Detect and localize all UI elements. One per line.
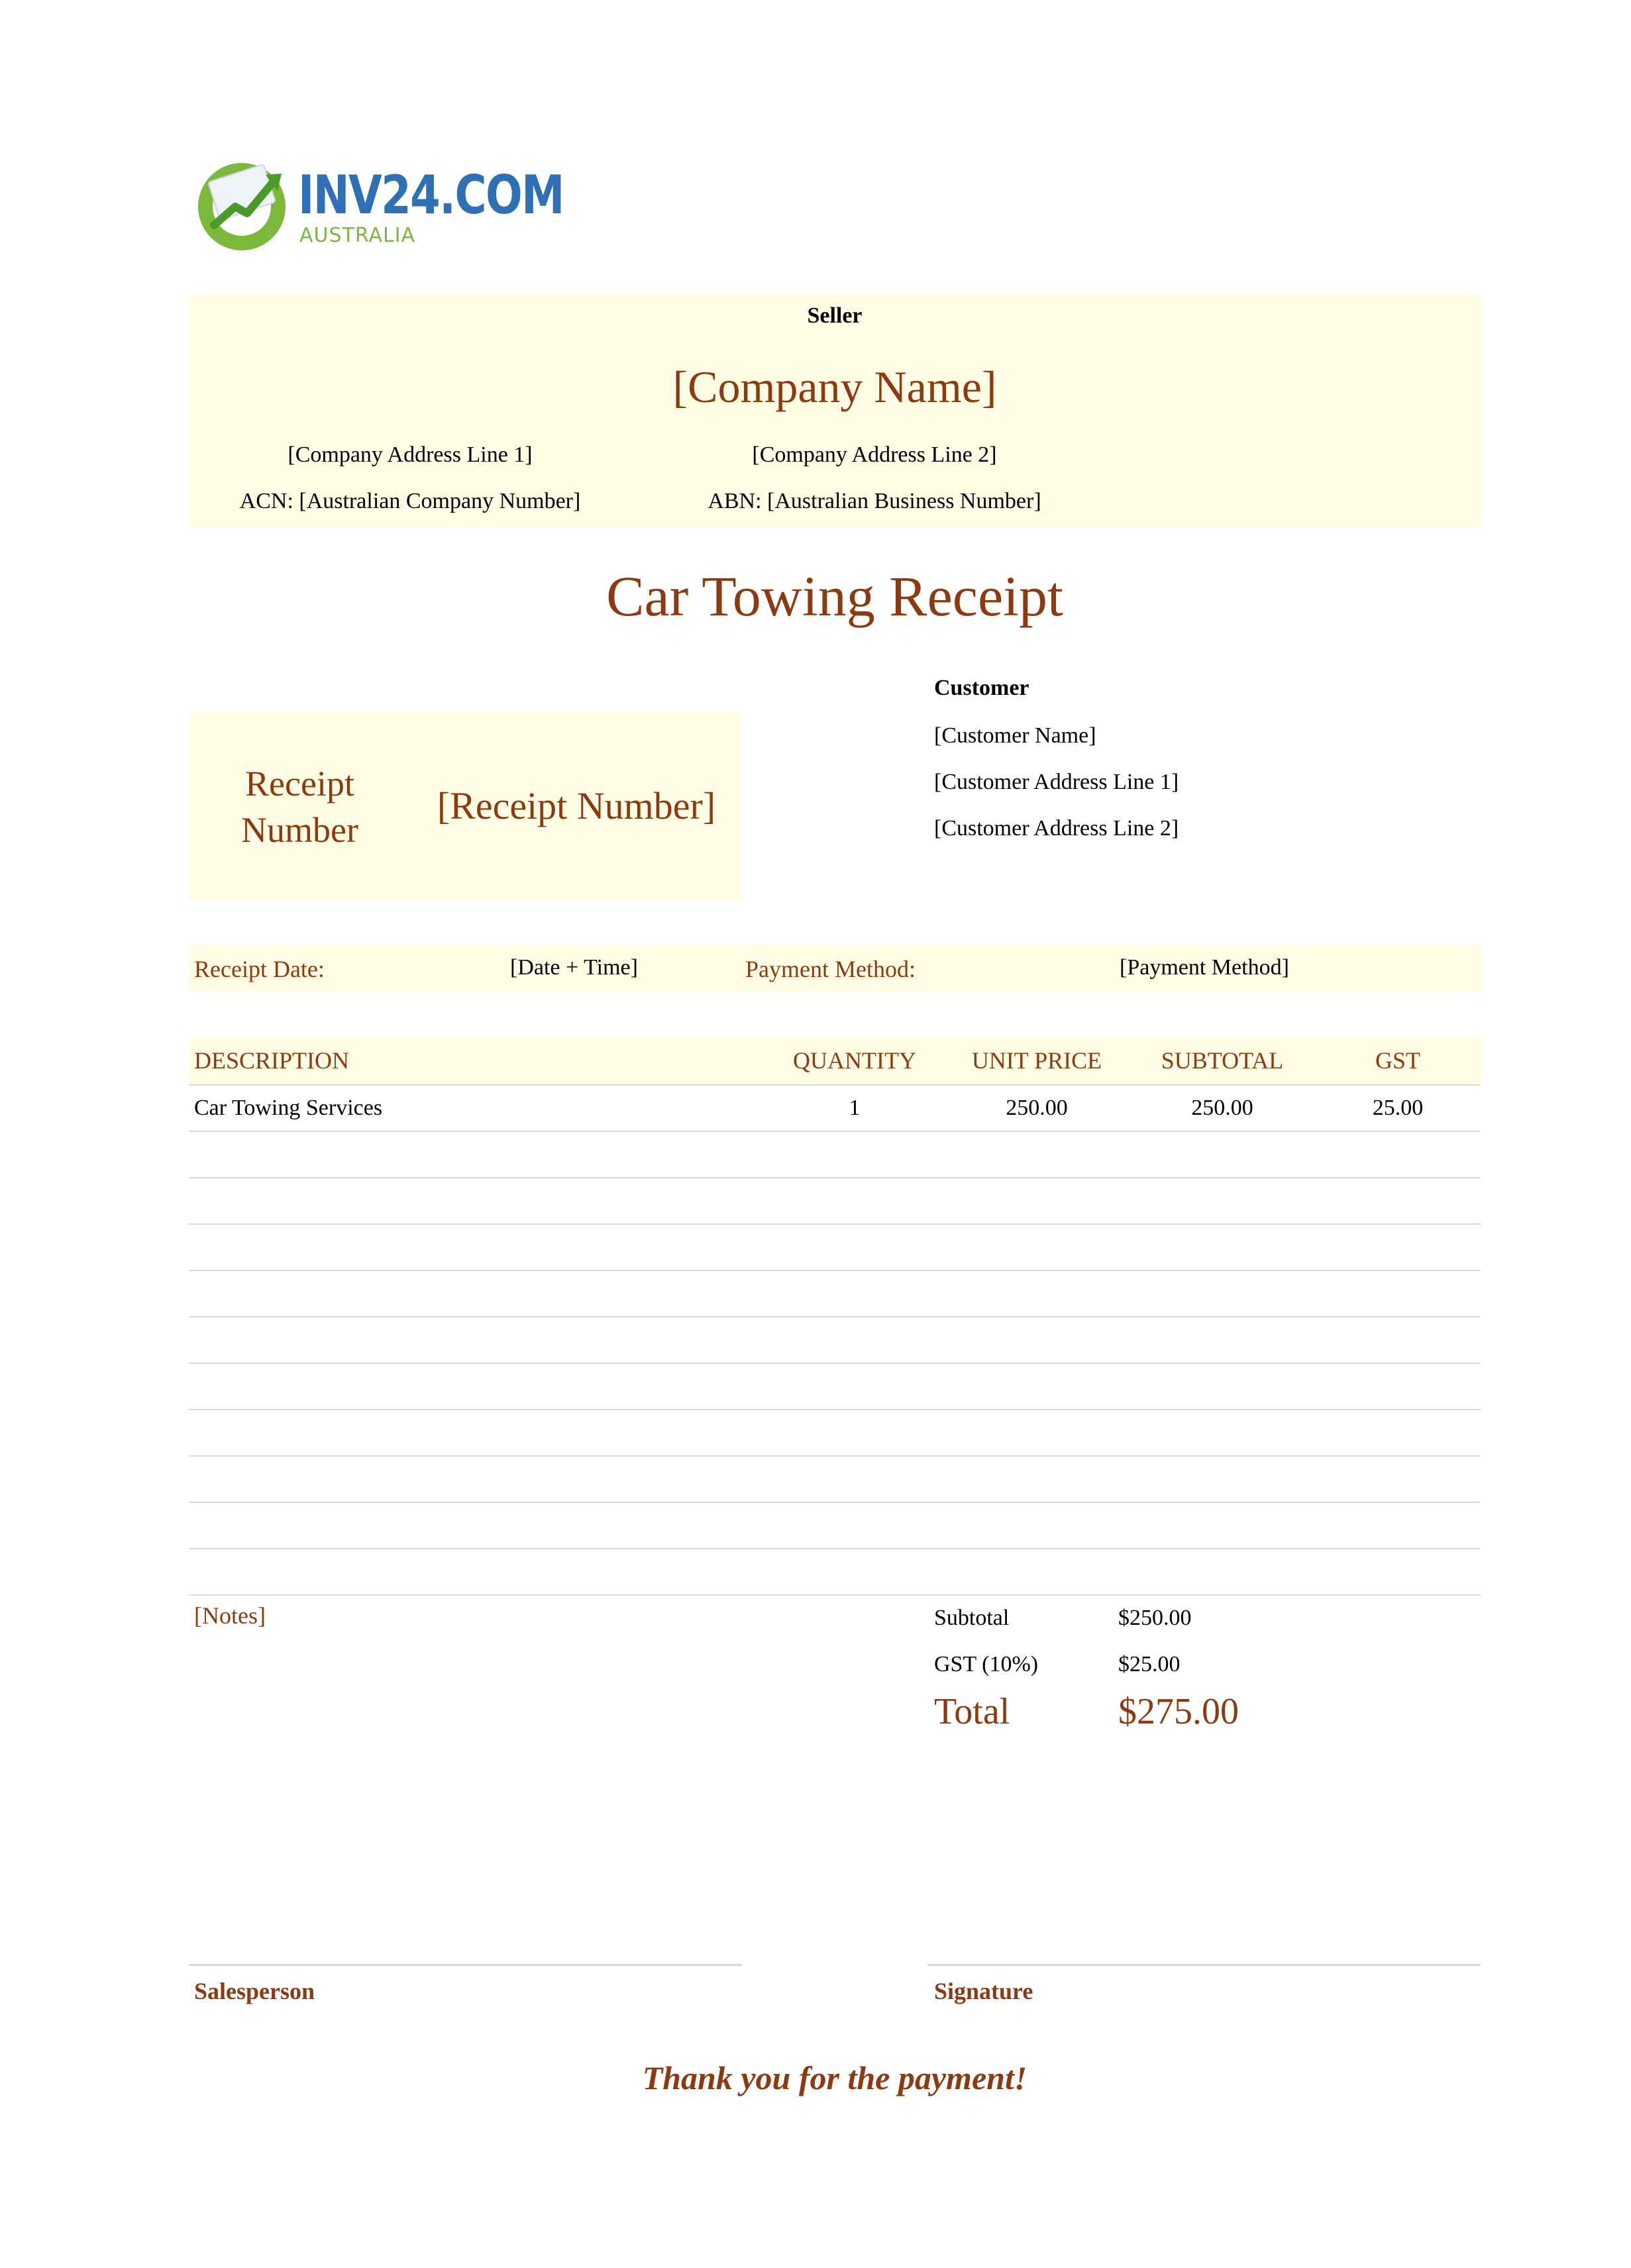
company-acn: ACN: [Australian Company Number] xyxy=(239,489,581,513)
cell-subtotal: 250.00 xyxy=(1130,1085,1315,1131)
cell-gst xyxy=(1315,1270,1481,1317)
cell-quantity xyxy=(765,1363,944,1410)
table-row xyxy=(189,1131,1481,1178)
cell-gst xyxy=(1315,1224,1481,1270)
cell-quantity xyxy=(765,1131,944,1178)
cell-unit-price xyxy=(944,1270,1130,1317)
cell-unit-price xyxy=(944,1456,1130,1502)
table-row xyxy=(189,1410,1481,1456)
cell-gst xyxy=(1315,1410,1481,1456)
subtotal-value: $250.00 xyxy=(1118,1606,1192,1630)
table-row xyxy=(189,1317,1481,1363)
cell-subtotal xyxy=(1130,1178,1315,1224)
document-title: Car Towing Receipt xyxy=(606,564,1063,628)
cell-subtotal xyxy=(1130,1502,1315,1549)
cell-gst xyxy=(1315,1317,1481,1363)
cell-unit-price xyxy=(944,1131,1130,1178)
table-header-row xyxy=(189,1037,1481,1085)
payment-method-value: [Payment Method] xyxy=(1120,955,1289,980)
table-row xyxy=(189,1085,1481,1131)
customer-address-line-2: [Customer Address Line 2] xyxy=(934,816,1179,841)
column-header-quantity: QUANTITY xyxy=(765,1037,944,1085)
cell-gst xyxy=(1315,1502,1481,1549)
cell-subtotal xyxy=(1130,1456,1315,1502)
column-header-gst: GST xyxy=(1315,1037,1481,1085)
customer-label: Customer xyxy=(934,676,1029,700)
cell-description xyxy=(189,1178,765,1224)
company-address-line-2: [Company Address Line 2] xyxy=(752,442,997,467)
cell-quantity xyxy=(765,1502,944,1549)
column-header-description: DESCRIPTION xyxy=(189,1037,765,1085)
cell-description xyxy=(189,1224,765,1270)
cell-subtotal xyxy=(1130,1270,1315,1317)
receipt-number-label: Receipt Number xyxy=(241,764,358,850)
receipt-number-value: [Receipt Number] xyxy=(437,784,716,827)
table-row xyxy=(189,1224,1481,1270)
column-header-unit-price: UNIT PRICE xyxy=(944,1037,1130,1085)
cell-unit-price xyxy=(944,1410,1130,1456)
cell-unit-price xyxy=(944,1224,1130,1270)
cell-description xyxy=(189,1270,765,1317)
logo-country-text: AUSTRALIA xyxy=(299,224,416,247)
gst-value: $25.00 xyxy=(1118,1652,1181,1676)
cell-description xyxy=(189,1317,765,1363)
cell-gst xyxy=(1315,1131,1481,1178)
company-name: [Company Name] xyxy=(672,362,997,412)
cell-description xyxy=(189,1549,765,1595)
cell-gst xyxy=(1315,1363,1481,1410)
cell-subtotal xyxy=(1130,1410,1315,1456)
table-row xyxy=(189,1178,1481,1224)
cell-quantity xyxy=(765,1549,944,1595)
customer-name: [Customer Name] xyxy=(934,723,1096,748)
cell-unit-price xyxy=(944,1178,1130,1224)
cell-quantity xyxy=(765,1317,944,1363)
logo-icon xyxy=(189,152,295,252)
cell-description xyxy=(189,1131,765,1178)
customer-address-line-1: [Customer Address Line 1] xyxy=(934,770,1179,794)
thank-you-message: Thank you for the payment! xyxy=(642,2059,1027,2096)
receipt-date-label: Receipt Date: xyxy=(194,956,325,982)
cell-description xyxy=(189,1502,765,1549)
cell-subtotal xyxy=(1130,1131,1315,1178)
cell-gst: 25.00 xyxy=(1315,1085,1481,1131)
signature-label: Signature xyxy=(934,1978,1033,2004)
cell-quantity xyxy=(765,1224,944,1270)
notes: [Notes] xyxy=(194,1602,266,1629)
cell-quantity xyxy=(765,1410,944,1456)
subtotal-label: Subtotal xyxy=(934,1606,1010,1630)
company-address-line-1: [Company Address Line 1] xyxy=(288,442,533,467)
cell-description xyxy=(189,1456,765,1502)
cell-subtotal xyxy=(1130,1224,1315,1270)
seller-label: Seller xyxy=(807,303,863,328)
salesperson-label: Salesperson xyxy=(194,1978,315,2004)
cell-gst xyxy=(1315,1549,1481,1595)
table-row xyxy=(189,1363,1481,1410)
payment-method-label: Payment Method: xyxy=(745,956,916,982)
receipt-date-value: [Date + Time] xyxy=(510,955,638,980)
table-row xyxy=(189,1270,1481,1317)
cell-gst xyxy=(1315,1456,1481,1502)
cell-quantity xyxy=(765,1178,944,1224)
cell-gst xyxy=(1315,1178,1481,1224)
cell-unit-price xyxy=(944,1317,1130,1363)
cell-unit-price xyxy=(944,1363,1130,1410)
logo-brand-text: INV24.COM xyxy=(298,164,564,226)
cell-unit-price: 250.00 xyxy=(944,1085,1130,1131)
cell-description: Car Towing Services xyxy=(189,1085,765,1131)
table-row xyxy=(189,1549,1481,1595)
cell-quantity: 1 xyxy=(765,1085,944,1131)
salesperson-signature-line xyxy=(189,1964,742,1966)
table-row xyxy=(189,1456,1481,1502)
line-items-table xyxy=(189,1037,1481,1596)
gst-label: GST (10%) xyxy=(934,1652,1039,1676)
column-header-subtotal: SUBTOTAL xyxy=(1130,1037,1315,1085)
signature-line xyxy=(927,1964,1481,1966)
cell-unit-price xyxy=(944,1502,1130,1549)
cell-description xyxy=(189,1410,765,1456)
cell-subtotal xyxy=(1130,1549,1315,1595)
cell-quantity xyxy=(765,1270,944,1317)
cell-subtotal xyxy=(1130,1317,1315,1363)
table-row xyxy=(189,1502,1481,1549)
cell-description xyxy=(189,1363,765,1410)
total-value: $275.00 xyxy=(1118,1691,1239,1732)
total-label: Total xyxy=(934,1691,1010,1732)
company-abn: ABN: [Australian Business Number] xyxy=(708,489,1041,513)
cell-quantity xyxy=(765,1456,944,1502)
cell-subtotal xyxy=(1130,1363,1315,1410)
cell-unit-price xyxy=(944,1549,1130,1595)
